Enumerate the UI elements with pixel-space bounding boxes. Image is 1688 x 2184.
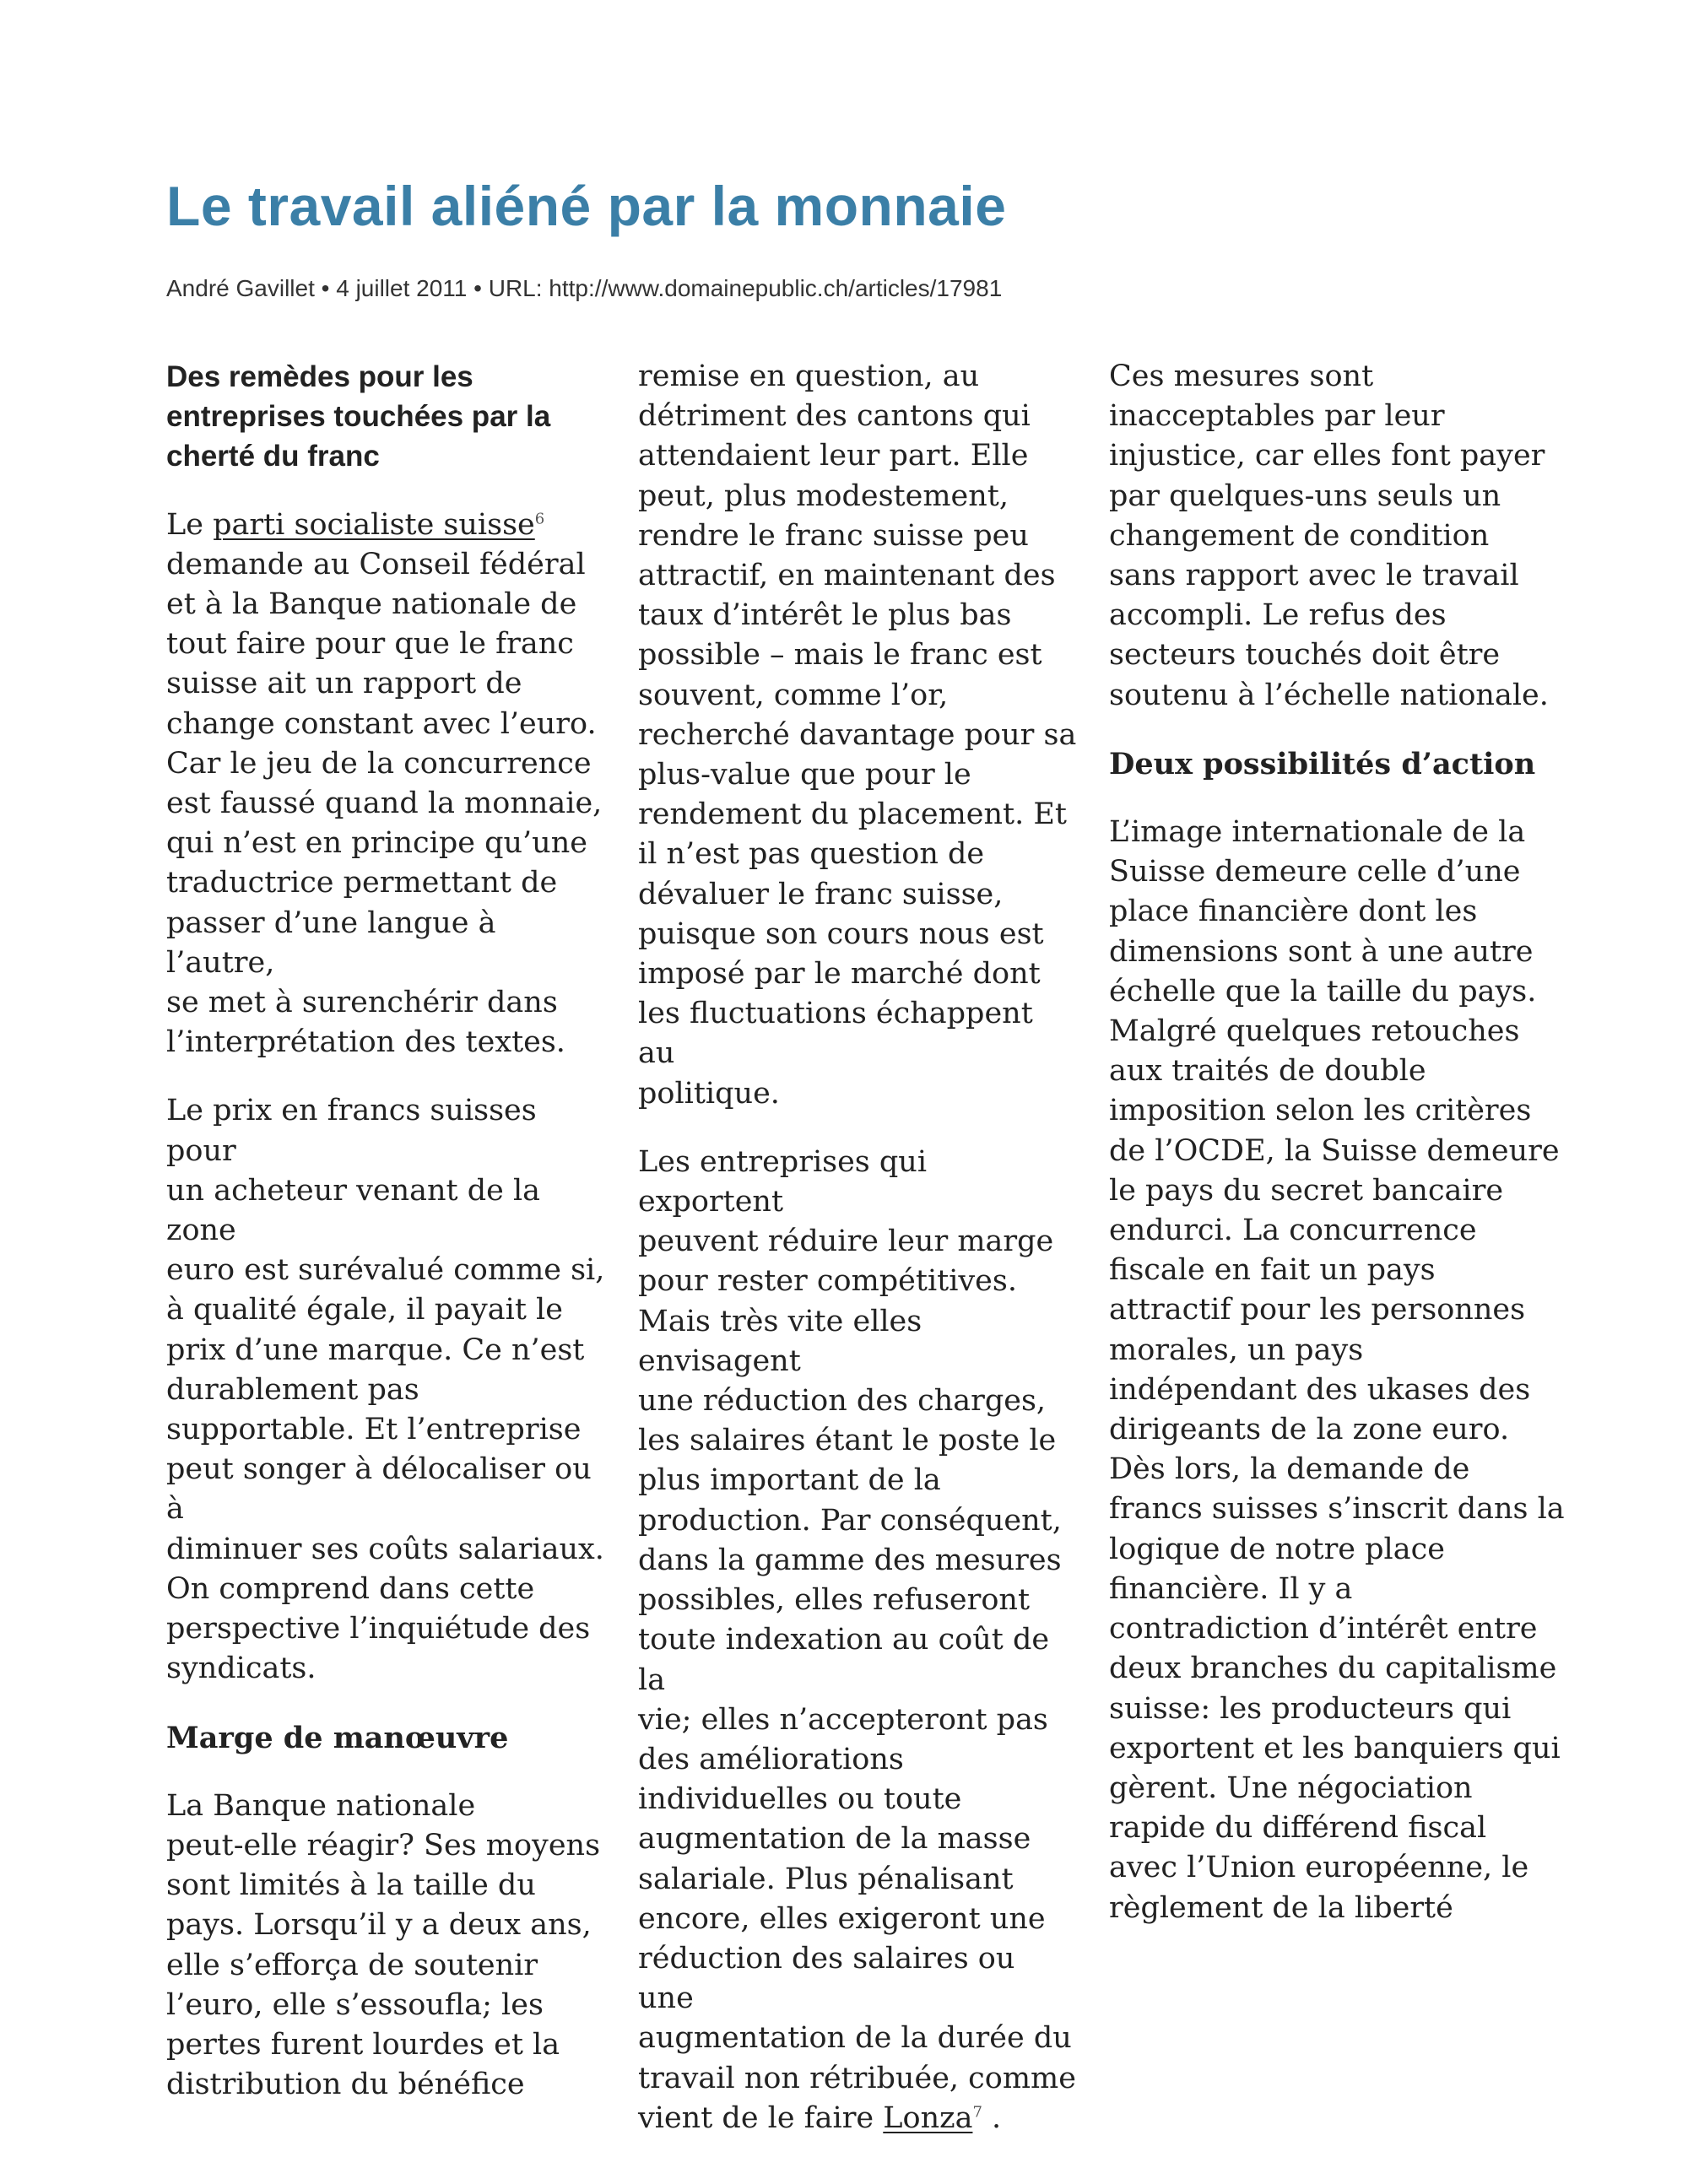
paragraph-text: Les entreprises qui exportent peuvent réduire leur marge pour rester compétitives. Mais très vite elles envisagent une réduction des charges, les salaires étant le poste le plus important de la production. Par conséquent, dans la gamme des mesures possibles, elles refuseront toute indexation au coût de la vie; elles n’accepteront pas des améliorations individuelles ou toute augmentation de la masse salariale. Plus pénalisant encore, elles exigeront une réduction des salaires ou une augmentation de la durée du travail non rétribuée, comme vient de le faire	[638, 1144, 1076, 2135]
footnote-marker[interactable]: 7	[972, 2103, 982, 2122]
paragraph-entreprises-exportent	[638, 1143, 1077, 2138]
section-heading-deux-possibilites: Deux possibilités d’action	[1109, 746, 1536, 781]
link-parti-socialiste[interactable]: parti socialiste suisse	[213, 507, 535, 542]
section-heading-marge: Marge de manœuvre	[166, 1720, 509, 1755]
paragraph-image-internationale: L’image internationale de la Suisse demeure celle d’une place financière dont les dimensions sont à une autre échelle que la taille du pays. Malgré quelques retouches aux traités de double imposition selon les critères de l’OCDE, la Suisse demeure le pays du secret bancaire endurci. La concurrence fiscale en fait un pays attractif pour les personnes morales, un pays indépendant des ukases des dirigeants de la zone euro. Dès lors, la demande de francs suisses s’inscrit dans la logique de notre place financière. Il y a contradiction d’intérêt entre deux branches du capitalisme suisse: les producteurs qui exportent et les banquiers qui gèrent. Une négociation rapide du différend fiscal avec l’Union européenne, le règlement de la liberté	[1109, 815, 1565, 1925]
column-2	[638, 357, 1077, 2138]
paragraph-mesures-inacceptables: Ces mesures sont inacceptables par leur injustice, car elles font payer par quelques-uns seuls un changement de condition sans rapport avec le travail accompli. Le refus des secteurs touchés doit être soutenu à l’échelle nationale.	[1109, 359, 1549, 712]
article-meta: André Gavillet • 4 juillet 2011 • URL: http://www.domainepublic.ch/articles/17981	[166, 275, 1003, 301]
paragraph-parti-socialiste	[166, 505, 605, 1063]
column-1	[166, 357, 605, 2105]
article-title: Le travail aliéné par la monnaie	[166, 175, 1007, 237]
paragraph-text: .	[982, 2100, 1002, 2135]
section-heading-remedes: Des remèdes pour les entreprises touchées par la cherté du franc	[166, 360, 551, 473]
paragraph-text: Le	[166, 507, 214, 542]
paragraph-prix-francs: Le prix en francs suisses pour un acheteur venant de la zone euro est surévalué comme si, à qualité égale, il payait le prix d’une marque. Ce n’est durablement pas supportable. Et l’entreprise peut songer à délocaliser ou à diminuer ses coûts salariaux. On comprend dans cette perspective l’inquiétude des syndicats.	[166, 1094, 605, 1686]
footnote-marker[interactable]: 6	[534, 509, 545, 527]
link-lonza[interactable]: Lonza	[883, 2100, 973, 2135]
paragraph-text: demande au Conseil fédéral et à la Banque nationale de tout faire pour que le franc suisse ait un rapport de change constant avec l’euro. Car le jeu de la concurrence est faussé quand la monnaie, qui n’est en principe qu’une traductrice permettant de passer d’une langue à l’autre, se met à surenchérir dans l’interprétation des textes.	[166, 547, 603, 1060]
paragraph-banque-nationale: La Banque nationale peut-elle réagir? Ses moyens sont limités à la taille du pays. Lorsqu’il y a deux ans, elle s’efforça de soutenir l’euro, elle s’essoufla; les pertes furent lourdes et la distribution du bénéfice	[166, 1788, 601, 2102]
paragraph-remise-en-question: remise en question, au détriment des cantons qui attendaient leur part. Elle peut, plus modestement, rendre le franc suisse peu attractif, en maintenant des taux d’intérêt le plus bas possible – mais le franc est souvent, comme l’or, recherché davantage pour sa plus-value que pour le rendement du placement. Et il n’est pas question de dévaluer le franc suisse, puisque son cours nous est imposé par le marché dont les fluctuations échappent au politique.	[638, 359, 1077, 1111]
column-3	[1109, 357, 1582, 1928]
